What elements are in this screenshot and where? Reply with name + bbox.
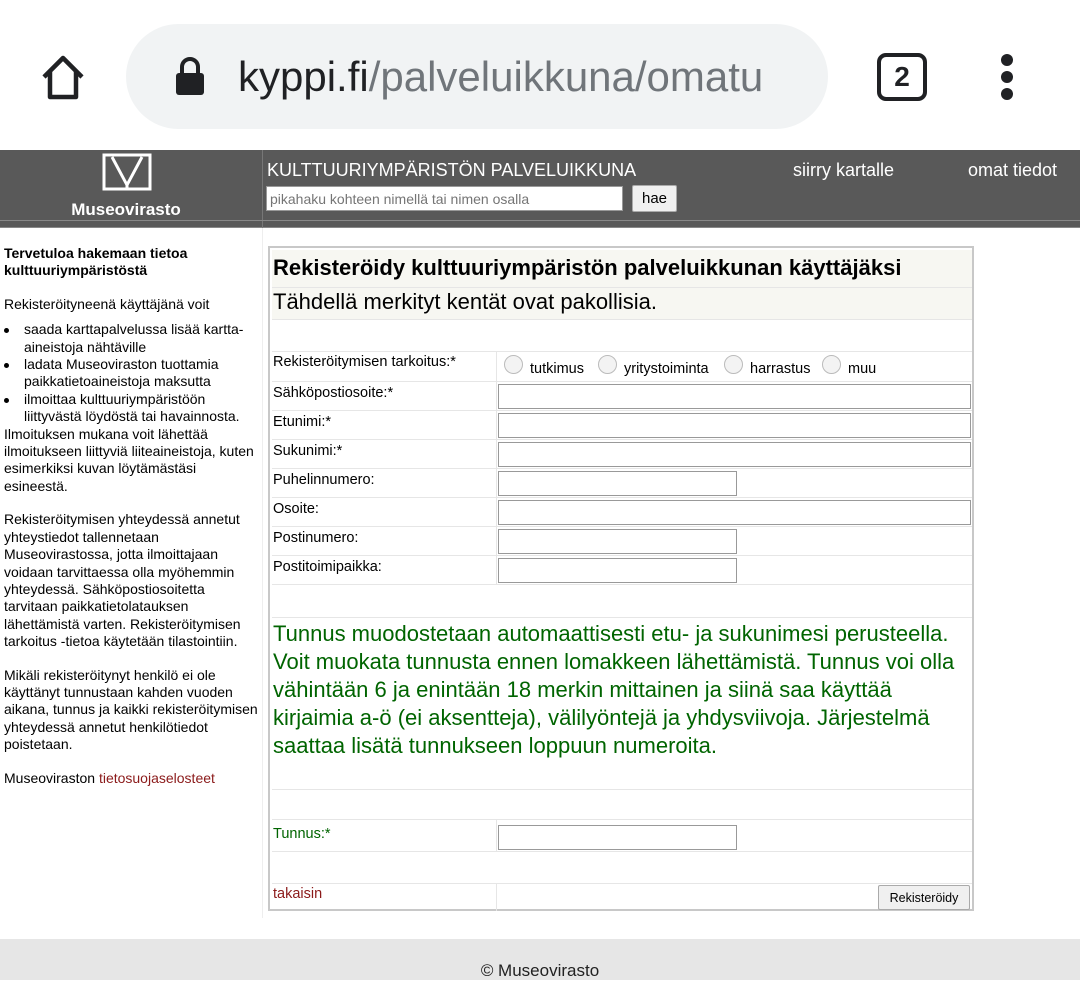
phone-field[interactable] (498, 471, 737, 496)
tab-count: 2 (894, 61, 910, 92)
registration-form: Rekisteröidy kulttuuriympäristön palveluikkunan käyttäjäksi Tähdellä merkityt kentät ovat pakollisia. Rekisteröitymisen tarkoitus:* tutkimus yritystoiminta harrastus muu Sähköpostiosoite:* Etunimi:* Sukunimi:* Puhelinnumero: Osoite: Postinumero: Postitoimipaikka: Tunnus muodostetaan automaattisesti etu- ja sukunimesi perusteella. Voit muokata tunnusta ennen lomakkeen lähettämistä. Tunnus voi olla vähintään 6 ja enintään 18 merkin mittainen ja siinä saa käyttää kirjaimia a-ö (ei aksentteja), välilyöntejä ja yhdysviivoja. Järjestelmä saattaa lisätä tunnukseen loppuun numeroita. Tunnus:* takaisin Rekisteröidy (268, 246, 974, 911)
postcode-field[interactable] (498, 529, 737, 554)
spacer-row (272, 320, 972, 352)
url-host: kyppi.fi (238, 53, 369, 100)
spacer-row (272, 585, 972, 618)
column-divider (496, 352, 497, 585)
city-label: Postitoimipaikka: (273, 559, 382, 575)
copyright-text: © Museovirasto (480, 961, 600, 980)
address-bar[interactable] (126, 24, 828, 129)
site-footer (0, 939, 1080, 980)
home-icon[interactable] (38, 52, 88, 102)
privacy-policy-link[interactable]: tietosuojaselosteet (98, 769, 215, 786)
firstname-label: Etunimi:* (273, 414, 332, 430)
address-label: Osoite: (273, 501, 319, 517)
more-vert-icon[interactable] (996, 52, 1018, 102)
purpose-label: Rekisteröitymisen tarkoitus:* (273, 354, 456, 370)
lock-icon (174, 56, 206, 96)
quick-search-input[interactable] (266, 186, 623, 211)
email-label: Sähköpostiosoite:* (273, 385, 394, 401)
nav-own-details-link[interactable]: omat tiedot (968, 160, 1058, 180)
tabs-icon[interactable] (877, 53, 927, 101)
browser-toolbar (0, 0, 1080, 150)
postcode-label: Postinumero: (273, 530, 359, 546)
spacer-row (272, 852, 972, 884)
list-item-continuation: Ilmoituksen mukana voit lähettää ilmoitukseen liittyviä liiteaineistoja, kuten esimerkiksi kuvan löytämästäsi esineestä. (4, 425, 254, 494)
logo-text: Museovirasto (71, 200, 181, 219)
phone-label: Puhelinnumero: (273, 472, 375, 488)
column-divider (496, 820, 497, 852)
list-item: saada karttapalvelussa lisää kartta-aineistoja nähtäville (4, 321, 260, 356)
site-title: KULTTUURIYMPÄRISTÖN PALVELUIKKUNA (267, 160, 637, 180)
list-item: ladata Museoviraston tuottamia paikkatietoaineistoja maksutta (4, 356, 260, 391)
site-header (0, 150, 1080, 228)
lastname-label: Sukunimi:* (273, 443, 343, 459)
address-field[interactable] (498, 500, 971, 525)
form-title: Rekisteröidy kulttuuriympäristön palveluikkunan käyttäjäksi (273, 255, 902, 280)
sidebar-paragraph: Mikäli rekisteröitynyt henkilö ei ole käyttänyt tunnustaan kahden vuoden aikana, tunnus ja kaikki rekisteröitymisen yhteydessä annetut henkilötiedot poistetaan. (4, 666, 258, 753)
sidebar-title: Tervetuloa hakemaan tietoa kulttuuriympäristöstä (4, 245, 188, 279)
column-divider (496, 884, 497, 911)
url-path: /palveluikkuna/omatu (368, 53, 764, 100)
firstname-field[interactable] (498, 413, 971, 438)
sidebar-paragraph: Rekisteröitymisen yhteydessä annetut yhteystiedot tallennetaan Museovirastossa, jotta ilmoittajaan voidaan tarvittaessa olla myöhemmin yhteydessä. Sähköpostiosoitetta tarvitaan paikkatietolatauksen lähettämistä varten. Rekisteröitymisen tarkoitus -tietoa käytetään tilastointiin. (4, 511, 241, 650)
nav-map-link[interactable]: siirry kartalle (793, 160, 895, 180)
list-item: ilmoittaa kulttuuriympäristöön liittyvästä löydöstä tai havainnosta. (4, 391, 260, 426)
spacer-row (272, 790, 972, 820)
email-field[interactable] (498, 384, 971, 409)
header-line (0, 220, 1080, 221)
username-info-text: Tunnus muodostetaan automaattisesti etu- ja sukunimesi perusteella. Voit muokata tunnusta ennen lomakkeen lähettämistä. Tunnus voi olla vähintään 6 ja enintään 18 merkin mittainen ja siinä saa käyttää kirjaimia a-ö (ei aksentteja), välilyöntejä ja yhdysviivoja. Järjestelmä saattaa lisätä tunnukseen loppuun numeroita. (273, 621, 955, 758)
logo[interactable] (0, 150, 262, 220)
required-note: Tähdellä merkityt kentät ovat pakollisia. (273, 289, 657, 314)
book-logo-icon (102, 153, 152, 191)
benefit-list (4, 321, 260, 495)
username-label: Tunnus:* (273, 826, 331, 842)
url-text[interactable] (238, 52, 803, 102)
privacy-line: Museoviraston tietosuojaselosteet (4, 769, 215, 786)
lastname-field[interactable] (498, 442, 971, 467)
username-field[interactable] (498, 825, 737, 850)
register-button[interactable]: Rekisteröidy (878, 885, 970, 910)
info-sidebar (0, 228, 263, 918)
city-field[interactable] (498, 558, 737, 583)
back-link[interactable]: takaisin (273, 886, 323, 902)
search-button[interactable]: hae (632, 185, 677, 212)
header-divider (262, 150, 263, 228)
sidebar-intro: Rekisteröityneenä käyttäjänä voit (4, 295, 210, 312)
